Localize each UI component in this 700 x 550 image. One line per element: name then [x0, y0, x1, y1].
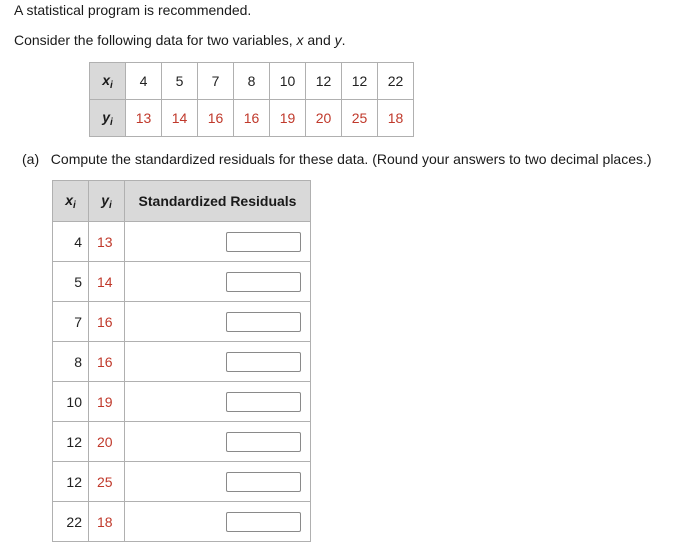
row-x-value: 12: [53, 462, 89, 502]
x-value: 12: [306, 63, 342, 100]
x-value: 22: [378, 63, 414, 100]
x-value: 4: [126, 63, 162, 100]
table-row: [53, 302, 311, 342]
residual-input[interactable]: [226, 392, 301, 412]
y-value: 25: [342, 100, 378, 137]
answer-table: [52, 180, 311, 542]
row-y-value: 25: [89, 462, 125, 502]
residual-cell: [125, 222, 311, 262]
y-value: 16: [198, 100, 234, 137]
row-y-value: 13: [89, 222, 125, 262]
x-value: 10: [270, 63, 306, 100]
consider-text-before: Consider the following data for two variables,: [14, 32, 297, 48]
row-x-value: 4: [53, 222, 89, 262]
residual-cell: [125, 462, 311, 502]
y-value: 19: [270, 100, 306, 137]
x-column-header: $x_i$: [53, 181, 89, 222]
table-row: [53, 502, 311, 542]
answer-table-header: [53, 181, 311, 222]
y-value: 20: [306, 100, 342, 137]
residual-cell: [125, 342, 311, 382]
table-row: [53, 382, 311, 422]
row-x-value: 8: [53, 342, 89, 382]
row-x-value: 7: [53, 302, 89, 342]
residual-input[interactable]: [226, 512, 301, 532]
residual-cell: [125, 502, 311, 542]
table-row: [53, 222, 311, 262]
residuals-column-header: Standardized Residuals: [125, 181, 311, 222]
row-x-value: 10: [53, 382, 89, 422]
table-row: [53, 462, 311, 502]
data-table-y-row: [90, 100, 414, 137]
question-text: Compute the standardized residuals for these data. (Round your answers to two decimal places.): [50, 151, 652, 167]
residual-cell: [125, 262, 311, 302]
row-y-value: 18: [89, 502, 125, 542]
consider-text: [14, 32, 346, 48]
residual-cell: [125, 422, 311, 462]
table-row: [53, 342, 311, 382]
question-part-label: (a): [22, 151, 40, 167]
row-y-value: 14: [89, 262, 125, 302]
x-value: 8: [234, 63, 270, 100]
residual-input[interactable]: [226, 272, 301, 292]
y-row-header: $y_i$: [90, 100, 126, 137]
residual-input[interactable]: [226, 432, 301, 452]
var-x: x: [296, 32, 304, 48]
table-row: [53, 422, 311, 462]
row-x-value: 22: [53, 502, 89, 542]
row-x-value: 12: [53, 422, 89, 462]
x-row-header: $x_i$: [90, 63, 126, 100]
intro-text: A statistical program is recommended.: [14, 2, 252, 18]
residual-input[interactable]: [226, 352, 301, 372]
residual-input[interactable]: [226, 312, 301, 332]
residual-input[interactable]: [226, 232, 301, 252]
y-column-header: $y_i$: [89, 181, 125, 222]
row-y-value: 20: [89, 422, 125, 462]
residual-cell: [125, 382, 311, 422]
y-value: 14: [162, 100, 198, 137]
data-table: [89, 62, 414, 137]
residual-input[interactable]: [226, 472, 301, 492]
row-y-value: 16: [89, 302, 125, 342]
y-value: 18: [378, 100, 414, 137]
question-part-a: [22, 151, 652, 167]
data-table-x-row: [90, 63, 414, 100]
y-value: 16: [234, 100, 270, 137]
consider-text-after: .: [341, 32, 346, 48]
table-row: [53, 262, 311, 302]
x-value: 5: [162, 63, 198, 100]
row-y-value: 19: [89, 382, 125, 422]
row-x-value: 5: [53, 262, 89, 302]
consider-text-and: and: [303, 32, 335, 48]
residual-cell: [125, 302, 311, 342]
x-value: 12: [342, 63, 378, 100]
var-y: y: [334, 32, 342, 48]
row-y-value: 16: [89, 342, 125, 382]
x-value: 7: [198, 63, 234, 100]
y-value: 13: [126, 100, 162, 137]
